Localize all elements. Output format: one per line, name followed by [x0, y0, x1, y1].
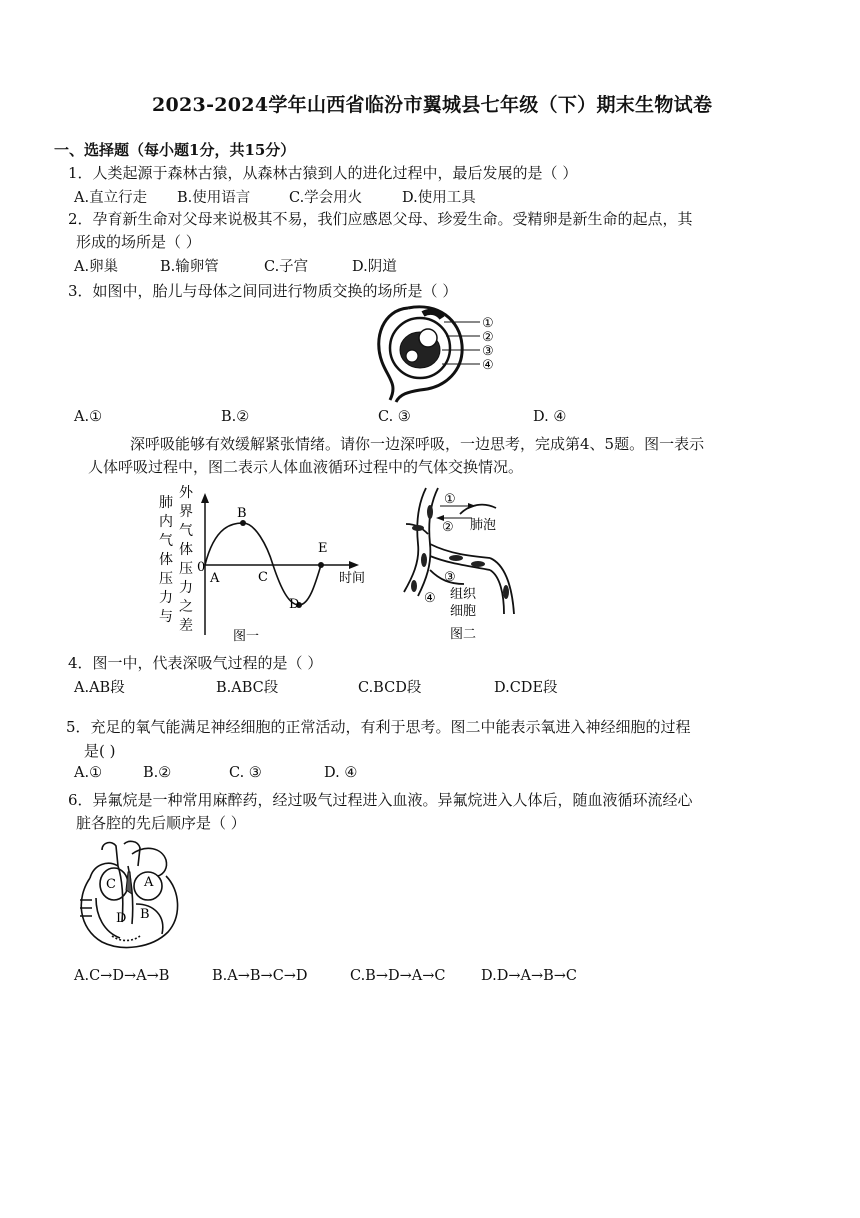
question-2-stem-line2: 形成的场所是（ ）: [76, 233, 201, 251]
fig2-tissue-label-1: 组织: [450, 587, 477, 602]
section-heading: 一、选择题（每小题1分，共15分）: [54, 141, 296, 159]
question-2-option-c: C.子宫: [264, 259, 309, 275]
fig1-col2-char: 之: [179, 599, 193, 615]
question-5-stem-line1: 5．充足的氧气能满足神经细胞的正常活动，有利于思考。图二中能表示氧进入神经细胞的过程: [66, 718, 691, 736]
question-6-option-d: D.D→A→B→C: [481, 968, 578, 984]
heart-label-b: B: [140, 907, 150, 922]
fig1-ylabel-col1: [159, 494, 173, 625]
question-4-option-a: A.AB段: [74, 680, 125, 696]
question-5-option-c: C. ③: [229, 765, 262, 781]
fig1-point-d: D: [289, 597, 300, 612]
question-1-option-a: A.直立行走: [74, 190, 148, 206]
fig2-tissue-label-2: 细胞: [450, 604, 477, 619]
fig1-col1-char: 气: [159, 533, 173, 549]
passage-line2: 人体呼吸过程中，图二表示人体血液循环过程中的气体交换情况。: [88, 458, 524, 476]
fig1-col2-char: 外: [179, 485, 193, 501]
question-2-stem-line1: 2．孕育新生命对父母来说极其不易，我们应感恩父母、珍爱生命。受精卵是新生命的起点，其: [68, 210, 693, 228]
question-6-stem-line2: 脏各腔的先后顺序是（ ）: [76, 814, 246, 832]
question-5-option-d: D. ④: [324, 765, 358, 781]
question-1-option-c: C.学会用火: [289, 190, 363, 206]
fig1-point-c: C: [258, 570, 268, 585]
fig1-col2-char: 体: [179, 542, 193, 558]
fig1-col2-char: 气: [179, 523, 193, 539]
question-3-option-d: D. ④: [533, 409, 567, 425]
question-3-option-b: B.②: [221, 409, 250, 425]
heart-label-d: D: [116, 911, 127, 926]
question-3-option-a: A.①: [74, 409, 103, 425]
fig3-label-3: ③: [482, 344, 494, 359]
fig3-label-4: ④: [482, 358, 494, 373]
fig1-col2-char: 力: [179, 580, 193, 596]
question-6-option-a: A.C→D→A→B: [74, 968, 170, 984]
fig2-label-2: ②: [442, 520, 454, 535]
fig2-label-4: ④: [424, 591, 436, 606]
question-1-option-d: D.使用工具: [402, 190, 476, 206]
question-4-stem: 4．图一中，代表深吸气过程的是（ ）: [68, 654, 323, 672]
question-1-option-b: B.使用语言: [177, 190, 251, 206]
question-2-option-d: D.阴道: [352, 259, 397, 275]
heart-label-c: C: [106, 877, 116, 892]
fig2-caption: 图二: [450, 627, 477, 642]
figure-2-gas-exchange: [400, 484, 530, 646]
fig1-col2-char: 压: [179, 561, 193, 577]
fig1-col2-char: 界: [179, 504, 193, 520]
fig1-ylabel-col2: [179, 485, 194, 634]
fig1-col1-char: 体: [159, 552, 173, 568]
page-title: 2023-2024学年山西省临汾市翼城县七年级（下）期末生物试卷: [152, 94, 713, 116]
fig3-label-2: ②: [482, 330, 494, 345]
fig1-origin: 0: [197, 560, 206, 575]
question-3-option-c: C. ③: [378, 409, 411, 425]
fig2-label-1: ①: [444, 492, 456, 507]
question-4-option-d: D.CDE段: [494, 680, 558, 696]
question-1-stem: 1．人类起源于森林古猿，从森林古猿到人的进化过程中，最后发展的是（ ）: [68, 164, 578, 182]
question-5-option-a: A.①: [74, 765, 103, 781]
fig2-alveolus-label: 肺泡: [470, 518, 497, 533]
fetus-uterus-figure: [368, 300, 508, 404]
fig1-x-label: 时间: [339, 571, 366, 586]
fig3-label-1: ①: [482, 316, 494, 331]
question-4-option-b: B.ABC段: [216, 680, 279, 696]
fig1-point-b: B: [237, 506, 247, 521]
fig1-col1-char: 与: [159, 609, 173, 625]
passage-line1: 深呼吸能够有效缓解紧张情绪。请你一边深呼吸，一边思考，完成第4、5题。图一表示: [130, 435, 705, 453]
question-3-stem: 3．如图中，胎儿与母体之间同进行物质交换的场所是（ ）: [68, 282, 458, 300]
heart-label-a: A: [144, 875, 154, 890]
fig2-label-3: ③: [444, 570, 456, 585]
fig1-col1-char: 压: [159, 571, 173, 587]
heart-figure: [72, 838, 187, 953]
question-6-option-c: C.B→D→A→C: [350, 968, 446, 984]
fig1-col1-char: 力: [159, 590, 173, 606]
question-2-option-b: B.输卵管: [160, 259, 219, 275]
fig1-point-e: E: [318, 541, 328, 556]
fig1-point-a: A: [210, 571, 220, 586]
figure-1-pressure-graph: [155, 485, 380, 645]
question-5-stem-line2: 是( ): [84, 742, 116, 760]
fig1-caption: 图一: [233, 629, 260, 644]
question-2-option-a: A.卵巢: [74, 259, 119, 275]
fig1-col1-char: 肺: [159, 495, 173, 511]
question-4-option-c: C.BCD段: [358, 680, 422, 696]
fig1-col2-char: 差: [179, 618, 193, 634]
question-5-option-b: B.②: [143, 765, 172, 781]
question-6-option-b: B.A→B→C→D: [212, 968, 308, 984]
fig1-col1-char: 内: [159, 514, 173, 530]
question-6-stem-line1: 6．异氟烷是一种常用麻醉药，经过吸气过程进入血液。异氟烷进入人体后，随血液循环流经心: [68, 791, 693, 809]
